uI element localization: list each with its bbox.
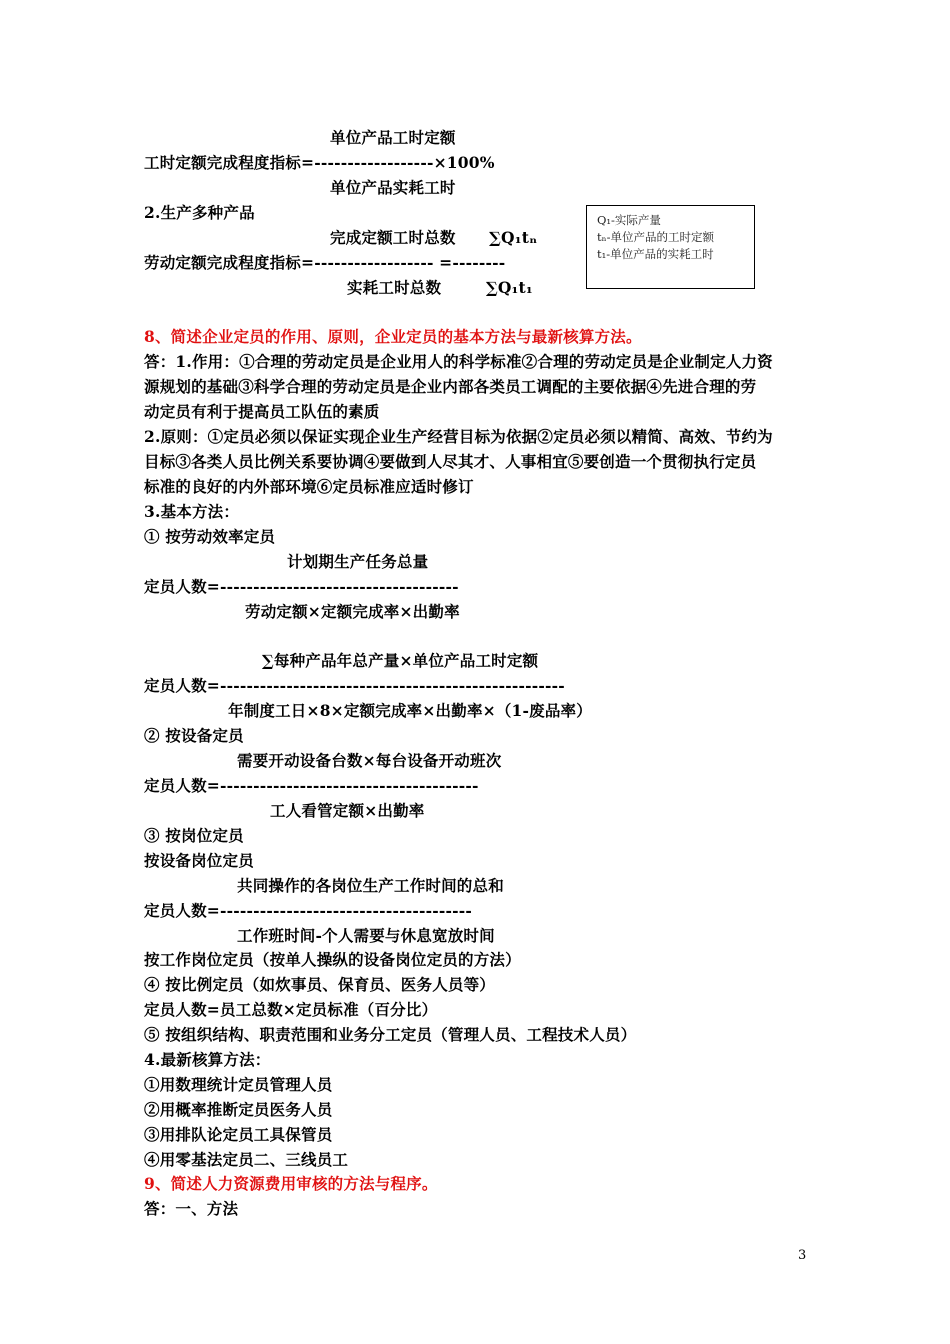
- text-line: ∑每种产品年总产量×单位产品工时定额: [262, 651, 539, 670]
- text-line: 定员人数=---------------------------------------: [144, 776, 479, 795]
- variable-legend-box: [586, 205, 755, 289]
- text-line: 工时定额完成程度指标=------------------×100%: [144, 153, 495, 172]
- text-line: ① 按劳动效率定员: [144, 527, 276, 546]
- legend-line: tₙ-单位产品的工时定额: [597, 230, 714, 244]
- text-line: ②用概率推断定员医务人员: [144, 1100, 333, 1119]
- text-line: 计划期生产任务总量: [287, 552, 429, 571]
- text-line: 单位产品实耗工时: [330, 178, 456, 197]
- text-line: 劳动定额完成程度指标=------------------ =--------: [144, 253, 506, 272]
- text-line: 定员人数=员工总数×定员标准（百分比）: [144, 1000, 438, 1019]
- text-line: 按工作岗位定员（按单人操纵的设备岗位定员的方法）: [144, 950, 521, 969]
- text-line: ② 按设备定员: [144, 726, 244, 745]
- text-line: 工作班时间-个人需要与休息宽放时间: [237, 926, 495, 945]
- text-line: 工人看管定额×出勤率: [270, 801, 425, 820]
- text-line: 实耗工时总数 ∑Q₁t₁: [347, 278, 533, 297]
- text-line: 目标③各类人员比例关系要协调④要做到人尽其才、人事相宜⑤要创造一个贯彻执行定员: [144, 452, 757, 471]
- text-line: 定员人数=--------------------------------------: [144, 901, 473, 920]
- question-heading: 8、简述企业定员的作用、原则，企业定员的基本方法与最新核算方法。: [144, 327, 642, 346]
- legend-line: t₁-单位产品的实耗工时: [597, 247, 714, 261]
- text-line: 4.最新核算方法：: [144, 1050, 271, 1069]
- text-line: 动定员有利于提高员工队伍的素质: [144, 402, 380, 421]
- text-line: ④用零基法定员二、三线员工: [144, 1150, 349, 1169]
- text-line: 答：1.作用：①合理的劳动定员是企业用人的科学标准②合理的劳动定员是企业制定人力资: [144, 352, 773, 371]
- text-line: 3.基本方法：: [144, 502, 240, 521]
- text-line: ③ 按岗位定员: [144, 826, 244, 845]
- text-line: 定员人数=------------------------------------: [144, 577, 459, 596]
- text-line: 共同操作的各岗位生产工作时间的总和: [237, 876, 504, 895]
- text-line: 完成定额工时总数 ∑Q₁tₙ: [330, 228, 538, 247]
- text-line: ③用排队论定员工具保管员: [144, 1125, 333, 1144]
- text-line: 需要开动设备台数×每台设备开动班次: [237, 751, 502, 770]
- text-line: 单位产品工时定额: [330, 128, 456, 147]
- text-line: 标准的良好的内外部环境⑥定员标准应适时修订: [144, 477, 474, 496]
- text-line: ①用数理统计定员管理人员: [144, 1075, 333, 1094]
- text-line: 2.原则：①定员必须以保证实现企业生产经营目标为依据②定员必须以精简、高效、节约为: [144, 427, 773, 446]
- question-heading: 9、简述人力资源费用审核的方法与程序。: [144, 1174, 438, 1193]
- text-line: ⑤ 按组织结构、职责范围和业务分工定员（管理人员、工程技术人员）: [144, 1025, 637, 1044]
- text-line: 按设备岗位定员: [144, 851, 254, 870]
- text-line: ④ 按比例定员（如炊事员、保育员、医务人员等）: [144, 975, 495, 994]
- text-line: 2.生产多种产品: [144, 203, 255, 222]
- legend-line: Q₁-实际产量: [597, 213, 661, 227]
- text-line: 源规划的基础③科学合理的劳动定员是企业内部各类员工调配的主要依据④先进合理的劳: [144, 377, 757, 396]
- text-line: 劳动定额×定额完成率×出勤率: [245, 602, 460, 621]
- page-number: 3: [798, 1248, 807, 1263]
- text-line: 定员人数=----------------------------------------------------: [144, 676, 565, 695]
- text-line: 年制度工日×8×定额完成率×出勤率×（1-废品率）: [228, 701, 592, 720]
- text-line: 答：一、方法: [144, 1199, 239, 1218]
